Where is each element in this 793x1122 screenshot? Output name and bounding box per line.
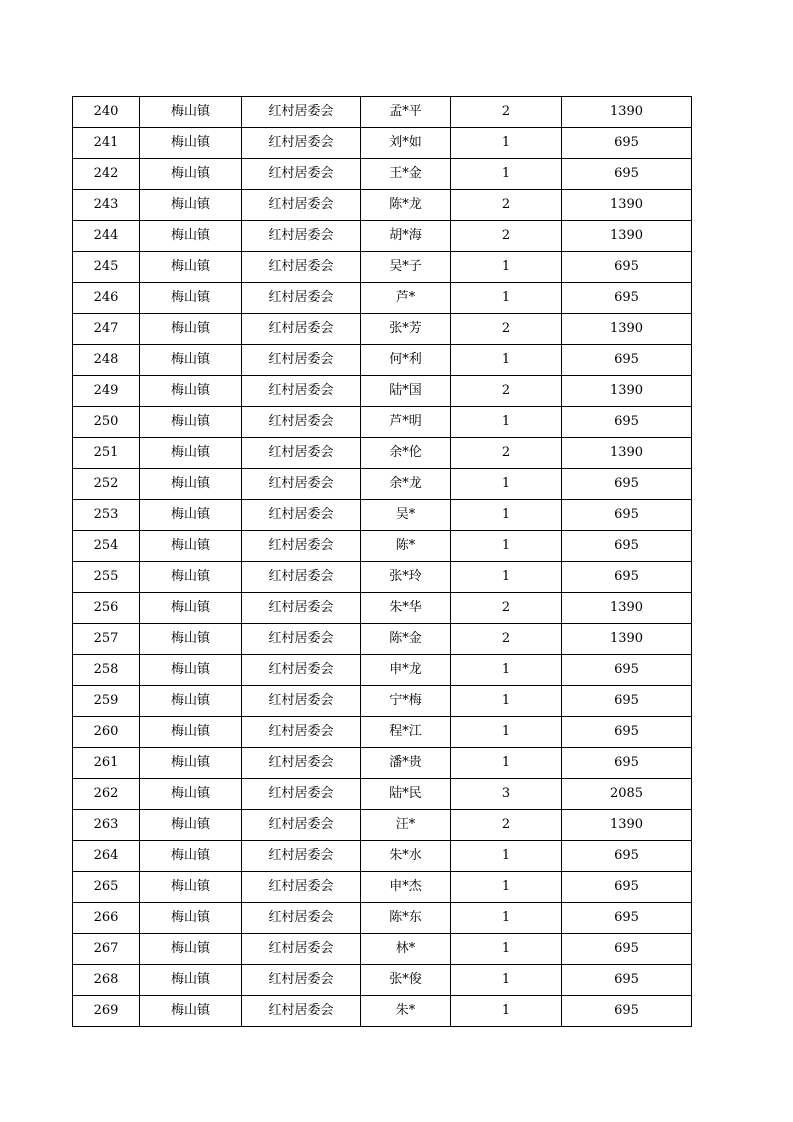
amount-cell: 1390: [562, 314, 692, 345]
committee-cell: 红村居委会: [242, 655, 361, 686]
row-number-cell: 253: [73, 500, 140, 531]
committee-cell: 红村居委会: [242, 996, 361, 1027]
table-row: [73, 655, 692, 686]
table-row: [73, 159, 692, 190]
amount-cell: 695: [562, 965, 692, 996]
town-cell: 梅山镇: [140, 500, 242, 531]
table-row: [73, 872, 692, 903]
committee-cell: 红村居委会: [242, 283, 361, 314]
count-cell: 1: [451, 500, 562, 531]
row-number-cell: 243: [73, 190, 140, 221]
town-cell: 梅山镇: [140, 717, 242, 748]
row-number-cell: 265: [73, 872, 140, 903]
data-table: [72, 96, 692, 1027]
name-cell: 陈*龙: [361, 190, 451, 221]
row-number-cell: 240: [73, 97, 140, 128]
town-cell: 梅山镇: [140, 283, 242, 314]
table-row: [73, 314, 692, 345]
row-number-cell: 245: [73, 252, 140, 283]
town-cell: 梅山镇: [140, 438, 242, 469]
town-cell: 梅山镇: [140, 624, 242, 655]
committee-cell: 红村居委会: [242, 903, 361, 934]
town-cell: 梅山镇: [140, 686, 242, 717]
name-cell: 陆*国: [361, 376, 451, 407]
count-cell: 1: [451, 903, 562, 934]
table-row: [73, 345, 692, 376]
count-cell: 1: [451, 655, 562, 686]
committee-cell: 红村居委会: [242, 128, 361, 159]
table-row: [73, 407, 692, 438]
name-cell: 潘*贵: [361, 748, 451, 779]
row-number-cell: 268: [73, 965, 140, 996]
committee-cell: 红村居委会: [242, 190, 361, 221]
count-cell: 1: [451, 531, 562, 562]
name-cell: 余*伦: [361, 438, 451, 469]
amount-cell: 695: [562, 748, 692, 779]
row-number-cell: 259: [73, 686, 140, 717]
count-cell: 2: [451, 810, 562, 841]
table-row: [73, 717, 692, 748]
name-cell: 吴*子: [361, 252, 451, 283]
row-number-cell: 258: [73, 655, 140, 686]
table-row: [73, 810, 692, 841]
town-cell: 梅山镇: [140, 593, 242, 624]
committee-cell: 红村居委会: [242, 500, 361, 531]
committee-cell: 红村居委会: [242, 345, 361, 376]
row-number-cell: 252: [73, 469, 140, 500]
amount-cell: 695: [562, 252, 692, 283]
committee-cell: 红村居委会: [242, 841, 361, 872]
row-number-cell: 248: [73, 345, 140, 376]
committee-cell: 红村居委会: [242, 872, 361, 903]
town-cell: 梅山镇: [140, 314, 242, 345]
count-cell: 1: [451, 965, 562, 996]
count-cell: 1: [451, 407, 562, 438]
committee-cell: 红村居委会: [242, 376, 361, 407]
count-cell: 1: [451, 345, 562, 376]
name-cell: 何*利: [361, 345, 451, 376]
amount-cell: 695: [562, 407, 692, 438]
committee-cell: 红村居委会: [242, 438, 361, 469]
amount-cell: 1390: [562, 221, 692, 252]
town-cell: 梅山镇: [140, 841, 242, 872]
town-cell: 梅山镇: [140, 655, 242, 686]
count-cell: 2: [451, 376, 562, 407]
count-cell: 1: [451, 841, 562, 872]
row-number-cell: 267: [73, 934, 140, 965]
committee-cell: 红村居委会: [242, 314, 361, 345]
name-cell: 林*: [361, 934, 451, 965]
name-cell: 陈*: [361, 531, 451, 562]
amount-cell: 1390: [562, 624, 692, 655]
committee-cell: 红村居委会: [242, 810, 361, 841]
name-cell: 胡*海: [361, 221, 451, 252]
table-row: [73, 903, 692, 934]
name-cell: 朱*华: [361, 593, 451, 624]
name-cell: 张*芳: [361, 314, 451, 345]
table-row: [73, 686, 692, 717]
committee-cell: 红村居委会: [242, 531, 361, 562]
row-number-cell: 251: [73, 438, 140, 469]
count-cell: 2: [451, 438, 562, 469]
town-cell: 梅山镇: [140, 562, 242, 593]
row-number-cell: 254: [73, 531, 140, 562]
table-row: [73, 934, 692, 965]
town-cell: 梅山镇: [140, 159, 242, 190]
amount-cell: 695: [562, 686, 692, 717]
town-cell: 梅山镇: [140, 97, 242, 128]
amount-cell: 695: [562, 128, 692, 159]
row-number-cell: 244: [73, 221, 140, 252]
count-cell: 1: [451, 469, 562, 500]
row-number-cell: 247: [73, 314, 140, 345]
table-row: [73, 624, 692, 655]
count-cell: 2: [451, 221, 562, 252]
count-cell: 1: [451, 996, 562, 1027]
amount-cell: 695: [562, 283, 692, 314]
committee-cell: 红村居委会: [242, 593, 361, 624]
row-number-cell: 269: [73, 996, 140, 1027]
town-cell: 梅山镇: [140, 469, 242, 500]
table-row: [73, 221, 692, 252]
amount-cell: 695: [562, 717, 692, 748]
amount-cell: 1390: [562, 190, 692, 221]
name-cell: 芦*明: [361, 407, 451, 438]
row-number-cell: 242: [73, 159, 140, 190]
table-row: [73, 531, 692, 562]
committee-cell: 红村居委会: [242, 965, 361, 996]
amount-cell: 695: [562, 934, 692, 965]
count-cell: 2: [451, 593, 562, 624]
row-number-cell: 241: [73, 128, 140, 159]
row-number-cell: 255: [73, 562, 140, 593]
table-row: [73, 779, 692, 810]
committee-cell: 红村居委会: [242, 469, 361, 500]
town-cell: 梅山镇: [140, 407, 242, 438]
table-row: [73, 190, 692, 221]
count-cell: 1: [451, 128, 562, 159]
table-row: [73, 252, 692, 283]
town-cell: 梅山镇: [140, 779, 242, 810]
name-cell: 朱*: [361, 996, 451, 1027]
town-cell: 梅山镇: [140, 252, 242, 283]
name-cell: 陆*民: [361, 779, 451, 810]
committee-cell: 红村居委会: [242, 221, 361, 252]
name-cell: 汪*: [361, 810, 451, 841]
committee-cell: 红村居委会: [242, 686, 361, 717]
row-number-cell: 266: [73, 903, 140, 934]
count-cell: 2: [451, 97, 562, 128]
table-row: [73, 128, 692, 159]
committee-cell: 红村居委会: [242, 159, 361, 190]
name-cell: 余*龙: [361, 469, 451, 500]
committee-cell: 红村居委会: [242, 934, 361, 965]
committee-cell: 红村居委会: [242, 407, 361, 438]
amount-cell: 695: [562, 903, 692, 934]
name-cell: 程*江: [361, 717, 451, 748]
name-cell: 宁*梅: [361, 686, 451, 717]
committee-cell: 红村居委会: [242, 252, 361, 283]
town-cell: 梅山镇: [140, 376, 242, 407]
row-number-cell: 262: [73, 779, 140, 810]
row-number-cell: 261: [73, 748, 140, 779]
amount-cell: 695: [562, 872, 692, 903]
town-cell: 梅山镇: [140, 345, 242, 376]
table-row: [73, 283, 692, 314]
table-row: [73, 97, 692, 128]
count-cell: 2: [451, 624, 562, 655]
amount-cell: 1390: [562, 376, 692, 407]
count-cell: 3: [451, 779, 562, 810]
count-cell: 1: [451, 252, 562, 283]
name-cell: 朱*水: [361, 841, 451, 872]
table-row: [73, 500, 692, 531]
count-cell: 1: [451, 748, 562, 779]
count-cell: 2: [451, 190, 562, 221]
count-cell: 1: [451, 717, 562, 748]
amount-cell: 695: [562, 469, 692, 500]
count-cell: 1: [451, 159, 562, 190]
town-cell: 梅山镇: [140, 903, 242, 934]
amount-cell: 695: [562, 655, 692, 686]
row-number-cell: 257: [73, 624, 140, 655]
name-cell: 陈*东: [361, 903, 451, 934]
count-cell: 1: [451, 562, 562, 593]
town-cell: 梅山镇: [140, 748, 242, 779]
committee-cell: 红村居委会: [242, 748, 361, 779]
count-cell: 1: [451, 872, 562, 903]
name-cell: 张*俊: [361, 965, 451, 996]
amount-cell: 695: [562, 531, 692, 562]
town-cell: 梅山镇: [140, 872, 242, 903]
table-row: [73, 996, 692, 1027]
amount-cell: 1390: [562, 438, 692, 469]
name-cell: 芦*: [361, 283, 451, 314]
table-row: [73, 593, 692, 624]
amount-cell: 695: [562, 345, 692, 376]
town-cell: 梅山镇: [140, 190, 242, 221]
committee-cell: 红村居委会: [242, 717, 361, 748]
name-cell: 吴*: [361, 500, 451, 531]
town-cell: 梅山镇: [140, 128, 242, 159]
row-number-cell: 260: [73, 717, 140, 748]
name-cell: 刘*如: [361, 128, 451, 159]
committee-cell: 红村居委会: [242, 562, 361, 593]
amount-cell: 695: [562, 562, 692, 593]
table-row: [73, 438, 692, 469]
amount-cell: 1390: [562, 810, 692, 841]
town-cell: 梅山镇: [140, 965, 242, 996]
table-row: [73, 965, 692, 996]
table-row: [73, 562, 692, 593]
name-cell: 王*金: [361, 159, 451, 190]
amount-cell: 695: [562, 159, 692, 190]
town-cell: 梅山镇: [140, 531, 242, 562]
town-cell: 梅山镇: [140, 934, 242, 965]
amount-cell: 695: [562, 841, 692, 872]
amount-cell: 1390: [562, 97, 692, 128]
count-cell: 1: [451, 283, 562, 314]
table-row: [73, 748, 692, 779]
committee-cell: 红村居委会: [242, 624, 361, 655]
town-cell: 梅山镇: [140, 221, 242, 252]
row-number-cell: 249: [73, 376, 140, 407]
table-body: [73, 97, 692, 1027]
committee-cell: 红村居委会: [242, 97, 361, 128]
row-number-cell: 246: [73, 283, 140, 314]
count-cell: 2: [451, 314, 562, 345]
committee-cell: 红村居委会: [242, 779, 361, 810]
row-number-cell: 250: [73, 407, 140, 438]
name-cell: 张*玲: [361, 562, 451, 593]
town-cell: 梅山镇: [140, 996, 242, 1027]
table-row: [73, 469, 692, 500]
row-number-cell: 264: [73, 841, 140, 872]
count-cell: 1: [451, 934, 562, 965]
amount-cell: 1390: [562, 593, 692, 624]
row-number-cell: 256: [73, 593, 140, 624]
name-cell: 申*杰: [361, 872, 451, 903]
amount-cell: 695: [562, 500, 692, 531]
count-cell: 1: [451, 686, 562, 717]
table-row: [73, 841, 692, 872]
amount-cell: 2085: [562, 779, 692, 810]
name-cell: 孟*平: [361, 97, 451, 128]
name-cell: 申*龙: [361, 655, 451, 686]
amount-cell: 695: [562, 996, 692, 1027]
table-row: [73, 376, 692, 407]
name-cell: 陈*金: [361, 624, 451, 655]
row-number-cell: 263: [73, 810, 140, 841]
town-cell: 梅山镇: [140, 810, 242, 841]
